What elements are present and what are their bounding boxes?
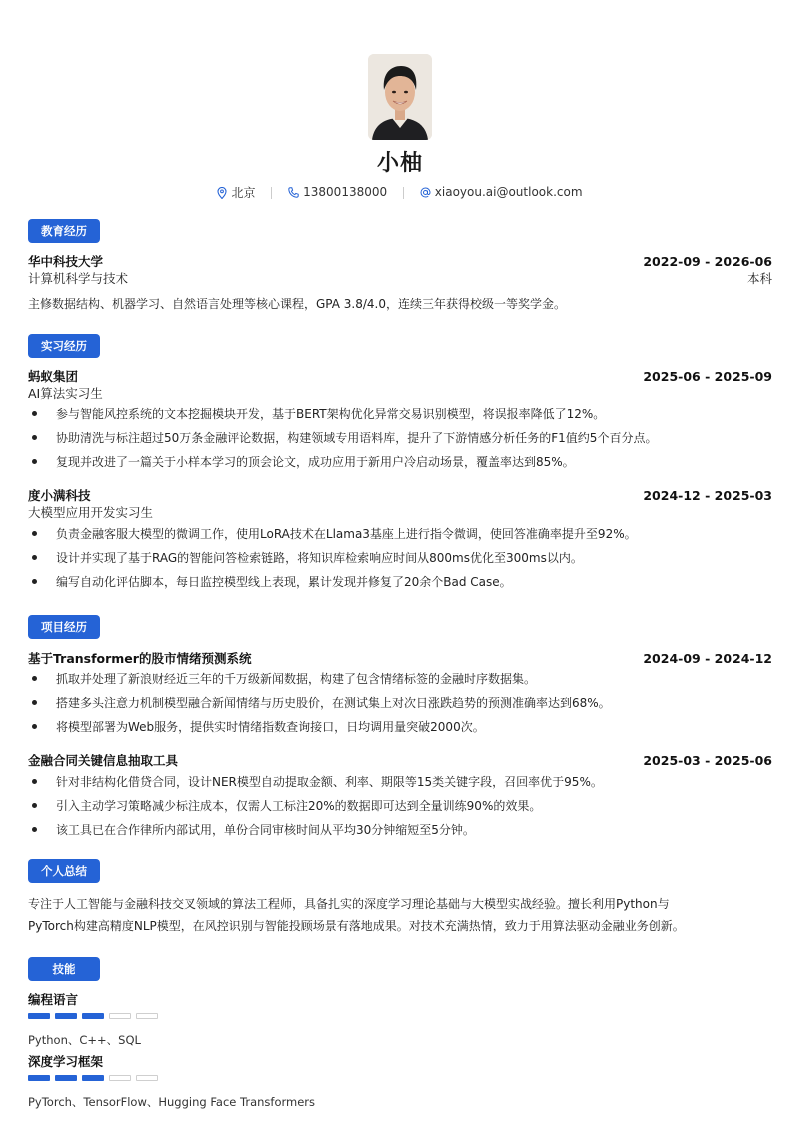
list-item: 设计并实现了基于RAG的智能问答检索链路，将知识库检索响应时间从800ms优化至300ms以内。 (28, 548, 772, 572)
company-name: 度小满科技 (28, 488, 91, 503)
section-heading-skills: 技能 (28, 957, 100, 981)
skill-bar-empty (136, 1013, 158, 1019)
divider (403, 187, 404, 199)
section-heading-summary: 个人总结 (28, 859, 100, 883)
list-item: 搭建多头注意力机制模型融合新闻情绪与历史股价，在测试集上对次日涨跌趋势的预测准确率达到68%。 (28, 693, 772, 717)
skill-group (28, 1053, 772, 1111)
section-heading-education: 教育经历 (28, 219, 100, 243)
skill-bar-empty (109, 1075, 131, 1081)
section-heading-internships: 实习经历 (28, 334, 100, 358)
project-dates: 2025-03 - 2025-06 (643, 753, 772, 768)
internship-dates: 2024-12 - 2025-03 (643, 488, 772, 503)
bullet-dot (32, 700, 37, 705)
skill-detail: Python、C++、SQL (28, 1033, 141, 1047)
summary-line: 专注于人工智能与金融科技交叉领域的算法工程师，具备扎实的深度学习理论基础与大模型实战经验。擅长利用Python与 (28, 897, 670, 911)
section-heading-projects: 项目经历 (28, 615, 100, 639)
contact-phone (288, 185, 387, 201)
location-text: 北京 (231, 186, 256, 200)
skill-bar-empty (109, 1013, 131, 1019)
skill-level-bars (28, 1075, 772, 1087)
list-item: 将模型部署为Web服务，提供实时情绪指数查询接口，日均调用量突破2000次。 (28, 717, 772, 741)
skill-bar-filled (55, 1013, 77, 1019)
bullet-dot (32, 435, 37, 440)
bullet-dot (32, 724, 37, 729)
bullet-dot (32, 779, 37, 784)
skill-detail: PyTorch、TensorFlow、Hugging Face Transformers (28, 1095, 316, 1109)
internship-dates: 2025-06 - 2025-09 (643, 369, 772, 384)
project-header (28, 650, 772, 667)
skill-bar-empty (136, 1075, 158, 1081)
phone-text[interactable]: 13800138000 (303, 185, 388, 199)
contact-bar (28, 184, 772, 202)
phone-icon (288, 187, 299, 201)
bullet-dot (32, 531, 37, 536)
list-item: 参与智能风控系统的文本挖掘模块开发，基于BERT架构优化异常交易识别模型，将误报率降低了12%。 (28, 404, 772, 428)
list-item: 负责金融客服大模型的微调工作，使用LoRA技术在Llama3基座上进行指令微调，使回答准确率提升至92%。 (28, 524, 772, 548)
summary-text (28, 893, 772, 937)
contact-location (217, 184, 255, 202)
bullet-dot (32, 411, 37, 416)
project-header (28, 752, 772, 769)
candidate-name: 小柚 (376, 151, 423, 176)
list-item: 编写自动化评估脚本，每日监控模型线上表现，累计发现并修复了20余个Bad Case。 (28, 572, 772, 596)
list-item: 复现并改进了一篇关于小样本学习的顶会论文，成功应用于新用户冷启动场景，覆盖率达到85%。 (28, 452, 772, 476)
contact-email (420, 185, 583, 201)
skill-bar-filled (28, 1013, 50, 1019)
location-pin-icon (217, 187, 227, 202)
project-name: 金融合同关键信息抽取工具 (28, 753, 179, 768)
education-dates: 2022-09 - 2026-06 (643, 254, 772, 269)
bullet-dot (32, 459, 37, 464)
project-dates: 2024-09 - 2024-12 (643, 651, 772, 666)
skill-name: 编程语言 (28, 992, 79, 1007)
bullet-dot (32, 579, 37, 584)
internship-header (28, 368, 772, 385)
internship-bullets (28, 404, 772, 476)
bullet-dot (32, 803, 37, 808)
degree: 本科 (746, 271, 772, 286)
summary-line: PyTorch构建高精度NLP模型，在风控识别与智能投顾场景有落地成果。对技术充满热情，致力于用算法驱动金融业务创新。 (28, 919, 685, 933)
internship-role: AI算法实习生 (28, 386, 103, 401)
skill-name: 深度学习框架 (28, 1054, 104, 1069)
list-item: 抓取并处理了新浪财经近三年的千万级新闻数据，构建了包含情绪标签的金融时序数据集。 (28, 669, 772, 693)
education-entry (28, 253, 772, 270)
divider (271, 187, 272, 199)
project-bullets (28, 772, 772, 844)
major: 计算机科学与技术 (28, 271, 129, 286)
project-name: 基于Transformer的股市情绪预测系统 (28, 651, 252, 666)
school-name: 华中科技大学 (28, 254, 104, 269)
skill-level-bars (28, 1013, 772, 1025)
list-item: 引入主动学习策略减少标注成本，仅需人工标注20%的数据即可达到全量训练90%的效果。 (28, 796, 772, 820)
education-major-row (28, 270, 772, 287)
education-description: 主修数据结构、机器学习、自然语言处理等核心课程，GPA 3.8/4.0，连续三年获得校级一等奖学金。 (28, 297, 567, 311)
list-item: 协助清洗与标注超过50万条金融评论数据，构建领域专用语料库，提升了下游情感分析任务的F1值约5个百分点。 (28, 428, 772, 452)
company-name: 蚂蚁集团 (28, 369, 79, 384)
email-text[interactable]: xiaoyou.ai@outlook.com (434, 185, 583, 199)
list-item: 该工具已在合作律所内部试用，单份合同审核时间从平均30分钟缩短至5分钟。 (28, 820, 772, 844)
bullet-dot (32, 555, 37, 560)
bullet-dot (32, 827, 37, 832)
bullet-dot (32, 676, 37, 681)
list-item: 针对非结构化借贷合同，设计NER模型自动提取金额、利率、期限等15类关键字段，召回率优于95%。 (28, 772, 772, 796)
at-sign-icon (420, 187, 431, 201)
project-bullets (28, 669, 772, 741)
skill-bar-filled (82, 1013, 104, 1019)
internship-bullets (28, 524, 772, 596)
profile-photo (368, 54, 432, 140)
skill-bar-filled (55, 1075, 77, 1081)
skill-bar-filled (28, 1075, 50, 1081)
skill-bar-filled (82, 1075, 104, 1081)
internship-header (28, 487, 772, 504)
internship-role: 大模型应用开发实习生 (28, 505, 154, 520)
skill-group (28, 991, 772, 1049)
